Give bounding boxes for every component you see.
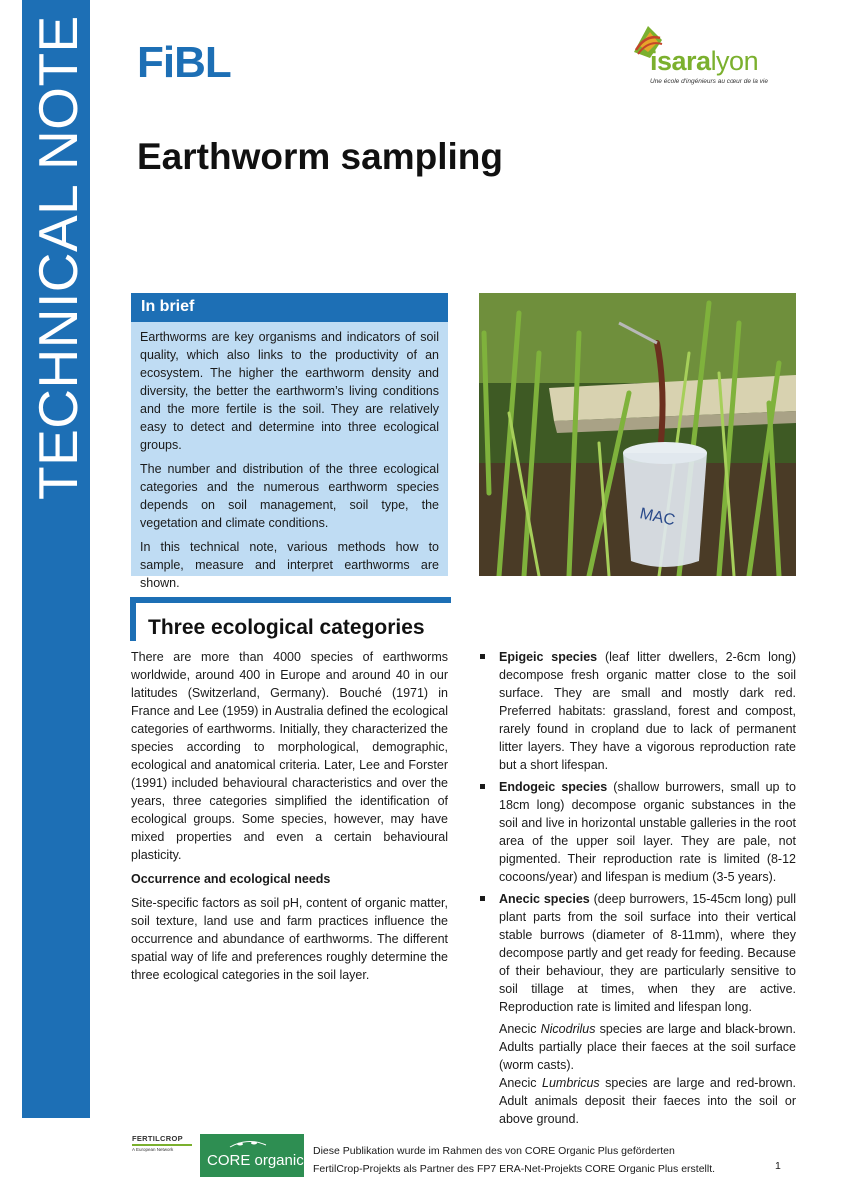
core-organic-logo <box>200 1134 304 1177</box>
section-accent <box>130 597 136 641</box>
left-column <box>131 648 448 990</box>
list-item <box>478 648 796 774</box>
fertilcrop-logo <box>132 1134 192 1152</box>
page-title: Earthworm sampling <box>137 136 503 177</box>
genus-name: Lumbricus <box>542 1076 600 1090</box>
fertilcrop-rule <box>132 1144 192 1146</box>
brief-paragraph: Earthworms are key organisms and indicators of soil quality, which also links to the productivity of an ecosystem. The higher the earthworm density and diversity, the better the earthworm’s living conditions and the more fertile is the soil. They are relatively easy to detect and determine into three ecological groups. <box>140 330 439 452</box>
fibl-logo: FiBL <box>137 38 231 87</box>
anecic-note <box>478 1074 796 1128</box>
earthworm-photo <box>479 293 796 576</box>
sidebar-label: TECHNICAL NOTE <box>27 15 89 500</box>
species-name: Endogeic species <box>499 780 608 794</box>
svg-text:MAC: MAC <box>638 505 677 530</box>
category-list <box>478 648 796 1016</box>
fertilcrop-sub: A European Network <box>132 1147 174 1152</box>
core-leaf-icon <box>228 1139 268 1149</box>
list-item <box>478 890 796 1016</box>
isara-logo <box>628 22 798 90</box>
footer-line: FertilCrop-Projekts als Partner des FP7 ERA-Net-Projekts CORE Organic Plus erstellt. <box>313 1163 716 1175</box>
species-name: Anecic species <box>499 892 590 906</box>
bullet-icon <box>480 654 485 659</box>
brief-paragraph: In this technical note, various methods how to sample, measure and interpret earthworms are shown. <box>140 540 439 590</box>
bullet-icon <box>480 896 485 901</box>
footer-line: Diese Publikation wurde im Rahmen des von CORE Organic Plus geförderten <box>313 1145 675 1157</box>
isara-prefix: isara <box>650 46 711 76</box>
bullet-icon <box>480 784 485 789</box>
note-text: species are large and red-brown. Adult animals deposit their faeces into the soil or above ground. <box>499 1076 796 1126</box>
note-prefix: Anecic <box>499 1022 541 1036</box>
right-column <box>478 648 796 1128</box>
subheading: Occurrence and ecological needs <box>131 872 331 886</box>
core-organic-label: CORE organic <box>207 1152 304 1169</box>
brief-paragraph: The number and distribution of the three ecological categories and the numerous earthworm species depends on soil management, soil type, the vegetation and climate conditions. <box>140 462 439 530</box>
list-item <box>478 778 796 886</box>
genus-name: Nicodrilus <box>540 1022 596 1036</box>
isara-suffix: lyon <box>710 46 759 76</box>
photo-illustration <box>479 293 796 576</box>
species-text: (deep burrowers, 15-45cm long) pull plant parts from the soil surface into their vertical stable burrows (diameter of 8-11mm), where they decompose partly and get ready for feeding. Because of their behaviour, they are particularly sensitive to soil tillage at times, when they are active. Reproduction rate is limited and lifespan long. <box>499 892 796 1014</box>
sub-paragraph: Site-specific factors as soil pH, content of organic matter, soil texture, land use and farm practices influence the occurrence and abundance of earthworms. The different spatial way of life and preferences roughly determine the three ecological categories in the soil layer. <box>131 896 448 982</box>
species-name: Epigeic species <box>499 650 598 664</box>
intro-paragraph: There are more than 4000 species of earthworms worldwide, around 400 in Europe and around 40 in our latitudes (Switzerland, Germany). Bouché (1971) in France and Lee (1959) in Australia defined the ecological categories of earthworms. Initially, they characterized the species according to morphological, demographic, ecological and anatomical criteria. Later, Lee and Forster (1991) included behavioural characteristics and over the years, three categories simplified the identification of ecological groups. Some species, however, may have mixed properties and even a certain behavioural plasticity. <box>131 650 448 862</box>
section-rule <box>130 597 451 603</box>
note-text: species are large and black-brown. Adults partially place their faeces at the soil surface (worm casts). <box>499 1022 796 1072</box>
footer-note <box>313 1142 715 1178</box>
species-text: (shallow burrowers, small up to 18cm long) decompose organic substances in the soil and live in horizontal unstable galleries in the root area of the upper soil layer. They are pale, not pigmented. Their reproduction rate is limited (8-12 cocoons/year) and lifespan is medium (3-5 years). <box>499 780 796 884</box>
anecic-note <box>478 1020 796 1074</box>
fertilcrop-name: FERTILCROP <box>132 1134 183 1143</box>
brief-box <box>131 322 448 590</box>
brief-heading: In brief <box>131 293 448 322</box>
isara-tagline: Une école d'ingénieurs au cœur de la vie <box>650 78 768 85</box>
note-prefix: Anecic <box>499 1076 543 1090</box>
section-title: Three ecological categories <box>148 616 425 639</box>
species-text: (leaf litter dwellers, 2-6cm long) decompose fresh organic matter close to the soil surface. They are small and mostly dark red. Preferred habitats: grassland, forest and compost, rarely found in cropland due to lack of permanent litter layers. They have a vigorous reproduction rate but a short lifespan. <box>499 650 796 772</box>
page-number: 1 <box>775 1160 781 1172</box>
isara-wordmark <box>650 46 758 77</box>
